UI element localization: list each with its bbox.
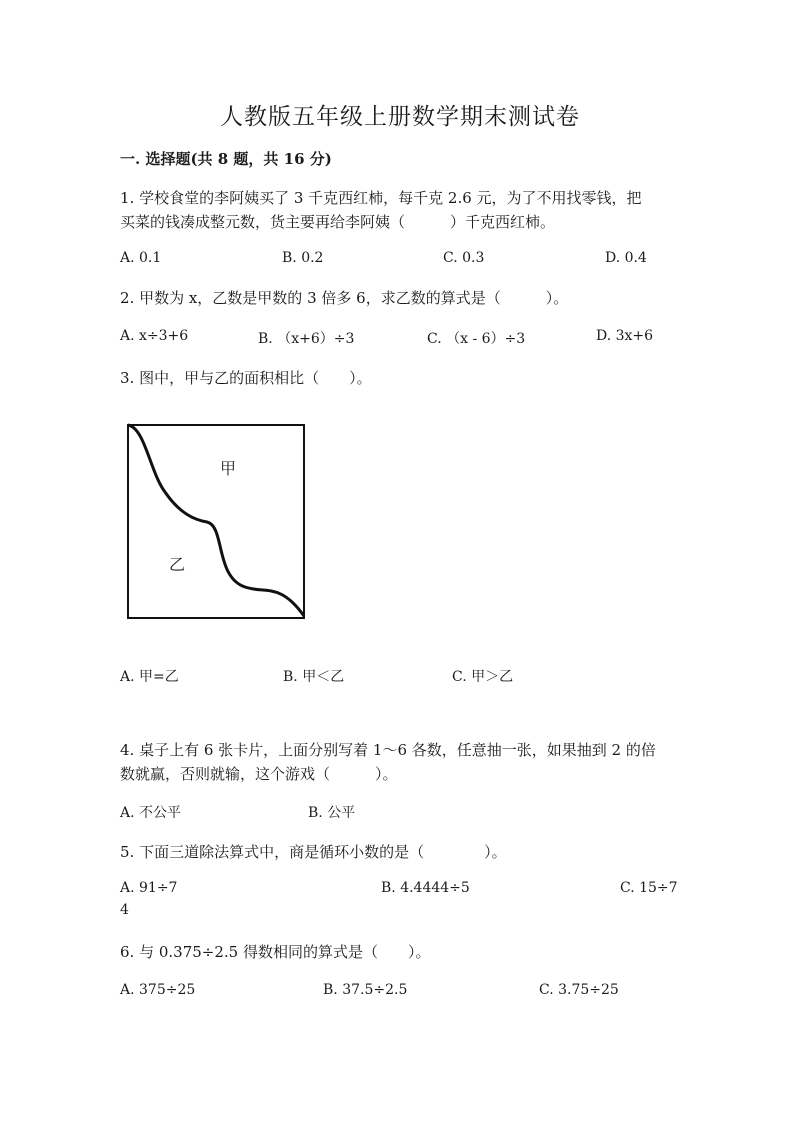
question-2-line-1: 2. 甲数为 x，乙数是甲数的 3 倍多 6，求乙数的算式是（ ）。 (120, 289, 569, 307)
q6-option-b: B. 37.5÷2.5 (323, 982, 408, 998)
q1-option-d: D. 0.4 (605, 250, 647, 266)
section-heading: 一. 选择题(共 8 题，共 16 分) (120, 150, 332, 168)
q4-option-a: A. 不公平 (120, 805, 182, 821)
question-4-line-2: 数就赢，否则就输，这个游戏（ ）。 (120, 765, 398, 783)
question-6-line-1: 6. 与 0.375÷2.5 得数相同的算式是（ ）。 (120, 943, 431, 961)
q6-option-a: A. 375÷25 (120, 982, 196, 998)
q3-option-c: C. 甲＞乙 (452, 669, 514, 685)
q2-option-a: A. x÷3+6 (120, 328, 189, 344)
question-5-line-1: 5. 下面三道除法算式中，商是循环小数的是（ ）。 (120, 843, 507, 861)
q6-option-c: C. 3.75÷25 (539, 982, 619, 998)
q1-option-b: B. 0.2 (282, 250, 324, 266)
q5-option-b: B. 4.4444÷5 (381, 880, 470, 896)
label-jia: 甲 (220, 459, 237, 478)
page-title: 人教版五年级上册数学期末测试卷 (220, 104, 580, 130)
question-3-line-1: 3. 图中，甲与乙的面积相比（ ）。 (120, 369, 372, 387)
question-1-line-2: 买菜的钱凑成整元数，货主要再给李阿姨（ ）千克西红柿。 (120, 213, 556, 231)
q2-option-c: C. （x - 6）÷3 (427, 331, 526, 347)
question-4-line-1: 4. 桌子上有 6 张卡片，上面分别写着 1～6 各数，任意抽一张，如果抽到 2 的倍 (120, 741, 656, 759)
dividing-curve (128, 425, 304, 616)
q3-option-a: A. 甲=乙 (120, 669, 179, 685)
q5-option-a: A. 91÷7 (120, 880, 178, 896)
area-comparison-figure (125, 422, 307, 620)
question-1-line-1: 1. 学校食堂的李阿姨买了 3 千克西红柿，每千克 2.6 元，为了不用找零钱，把 (120, 189, 642, 207)
q1-option-a: A. 0.1 (120, 250, 162, 266)
q5-option-c: C. 15÷7 (620, 880, 678, 896)
q3-option-b: B. 甲＜乙 (283, 669, 345, 685)
figure-square (128, 425, 304, 618)
q5-option-c-wrap: 4 (120, 902, 129, 918)
label-yi: 乙 (169, 555, 186, 574)
q2-option-b: B. （x+6）÷3 (258, 331, 355, 347)
q4-option-b: B. 公平 (308, 805, 356, 821)
q1-option-c: C. 0.3 (443, 250, 485, 266)
area-figure-svg (125, 422, 307, 620)
q2-option-d: D. 3x+6 (596, 328, 654, 344)
